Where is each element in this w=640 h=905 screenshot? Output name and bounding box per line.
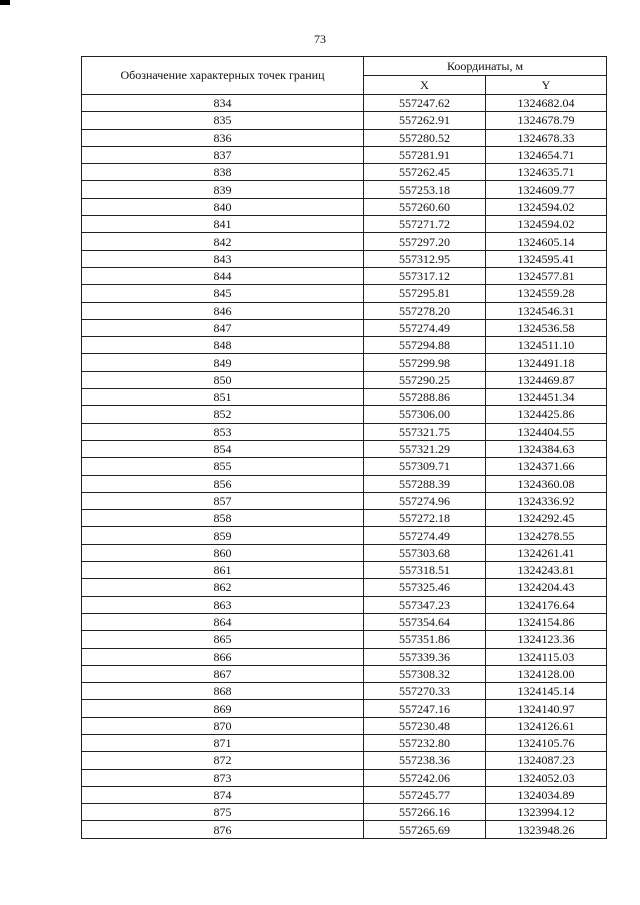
- x-coordinate-cell: 557270.33: [364, 683, 486, 700]
- point-cell: 858: [82, 510, 364, 527]
- y-coordinate-cell: 1324126.61: [486, 717, 607, 734]
- x-coordinate-cell: 557351.86: [364, 631, 486, 648]
- point-cell: 845: [82, 285, 364, 302]
- point-cell: 842: [82, 233, 364, 250]
- table-row: [82, 769, 607, 786]
- x-coordinate-cell: 557232.80: [364, 734, 486, 751]
- table-row: [82, 164, 607, 181]
- table-row: [82, 319, 607, 336]
- x-coordinate-cell: 557288.86: [364, 389, 486, 406]
- point-cell: 856: [82, 475, 364, 492]
- point-cell: 871: [82, 734, 364, 751]
- table-row: [82, 389, 607, 406]
- table-row: [82, 734, 607, 751]
- x-coordinate-cell: 557306.00: [364, 406, 486, 423]
- point-cell: 840: [82, 198, 364, 215]
- point-cell: 876: [82, 821, 364, 838]
- point-cell: 844: [82, 267, 364, 284]
- point-cell: 848: [82, 337, 364, 354]
- y-coordinate-cell: 1324384.63: [486, 440, 607, 457]
- y-coordinate-cell: 1324360.08: [486, 475, 607, 492]
- point-cell: 847: [82, 319, 364, 336]
- point-cell: 835: [82, 112, 364, 129]
- y-coordinate-cell: 1324511.10: [486, 337, 607, 354]
- y-coordinate-cell: 1324425.86: [486, 406, 607, 423]
- y-coordinate-cell: 1324404.55: [486, 423, 607, 440]
- table-row: [82, 717, 607, 734]
- table-row: [82, 267, 607, 284]
- y-coordinate-cell: 1324605.14: [486, 233, 607, 250]
- point-cell: 875: [82, 804, 364, 821]
- x-coordinate-cell: 557321.29: [364, 440, 486, 457]
- point-label-header: Обозначение характерных точек границ: [82, 57, 364, 95]
- table-row: [82, 648, 607, 665]
- point-cell: 837: [82, 146, 364, 163]
- y-coordinate-cell: 1324594.02: [486, 198, 607, 215]
- page-number: 73: [314, 32, 326, 46]
- table-header: [82, 57, 607, 95]
- x-coordinate-cell: 557325.46: [364, 579, 486, 596]
- table-row: [82, 786, 607, 803]
- table-row: [82, 285, 607, 302]
- point-cell: 863: [82, 596, 364, 613]
- point-cell: 841: [82, 216, 364, 233]
- y-coordinate-cell: 1324243.81: [486, 562, 607, 579]
- y-coordinate-cell: 1324678.79: [486, 112, 607, 129]
- y-coordinate-cell: 1324128.00: [486, 665, 607, 682]
- point-cell: 839: [82, 181, 364, 198]
- table-row: [82, 440, 607, 457]
- y-coordinate-cell: 1324154.86: [486, 613, 607, 630]
- coordinates-table: [81, 56, 607, 839]
- point-cell: 874: [82, 786, 364, 803]
- table-row: [82, 371, 607, 388]
- y-coordinate-cell: 1324087.23: [486, 752, 607, 769]
- table-row: [82, 527, 607, 544]
- x-coordinate-cell: 557247.62: [364, 95, 486, 112]
- x-coordinate-cell: 557260.60: [364, 198, 486, 215]
- y-coordinate-cell: 1324678.33: [486, 129, 607, 146]
- y-coordinate-cell: 1324536.58: [486, 319, 607, 336]
- table-row: [82, 129, 607, 146]
- table-row: [82, 406, 607, 423]
- x-coordinate-cell: 557274.96: [364, 492, 486, 509]
- table-row: [82, 458, 607, 475]
- y-coordinate-cell: 1324261.41: [486, 544, 607, 561]
- x-coordinate-cell: 557281.91: [364, 146, 486, 163]
- y-coordinate-cell: 1324176.64: [486, 596, 607, 613]
- point-cell: 864: [82, 613, 364, 630]
- table-row: [82, 95, 607, 112]
- y-coordinate-cell: 1324559.28: [486, 285, 607, 302]
- table-row: [82, 475, 607, 492]
- table-row: [82, 112, 607, 129]
- x-coordinate-cell: 557272.18: [364, 510, 486, 527]
- x-coordinate-cell: 557265.69: [364, 821, 486, 838]
- y-coordinate-cell: 1324336.92: [486, 492, 607, 509]
- point-cell: 857: [82, 492, 364, 509]
- y-coordinate-cell: 1324105.76: [486, 734, 607, 751]
- y-coordinate-cell: 1324577.81: [486, 267, 607, 284]
- y-coordinate-cell: 1324292.45: [486, 510, 607, 527]
- table-row: [82, 233, 607, 250]
- x-coordinate-cell: 557321.75: [364, 423, 486, 440]
- x-coordinate-cell: 557339.36: [364, 648, 486, 665]
- point-cell: 867: [82, 665, 364, 682]
- point-cell: 862: [82, 579, 364, 596]
- x-coordinate-cell: 557238.36: [364, 752, 486, 769]
- x-coordinate-cell: 557274.49: [364, 319, 486, 336]
- x-coordinate-cell: 557245.77: [364, 786, 486, 803]
- y-coordinate-cell: 1324635.71: [486, 164, 607, 181]
- x-coordinate-cell: 557230.48: [364, 717, 486, 734]
- x-coordinate-cell: 557262.45: [364, 164, 486, 181]
- y-coordinate-cell: 1324469.87: [486, 371, 607, 388]
- table-row: [82, 250, 607, 267]
- x-coordinate-cell: 557242.06: [364, 769, 486, 786]
- y-coordinate-cell: 1324145.14: [486, 683, 607, 700]
- y-coordinate-cell: 1324140.97: [486, 700, 607, 717]
- y-coordinate-cell: 1324546.31: [486, 302, 607, 319]
- table-row: [82, 804, 607, 821]
- table-row: [82, 631, 607, 648]
- table-row: [82, 181, 607, 198]
- point-cell: 852: [82, 406, 364, 423]
- x-coordinate-cell: 557295.81: [364, 285, 486, 302]
- point-cell: 843: [82, 250, 364, 267]
- x-coordinate-cell: 557299.98: [364, 354, 486, 371]
- y-header: Y: [486, 76, 607, 95]
- table-row: [82, 510, 607, 527]
- y-coordinate-cell: 1324451.34: [486, 389, 607, 406]
- y-coordinate-cell: 1324204.43: [486, 579, 607, 596]
- y-coordinate-cell: 1324609.77: [486, 181, 607, 198]
- point-cell: 855: [82, 458, 364, 475]
- point-cell: 850: [82, 371, 364, 388]
- x-coordinate-cell: 557274.49: [364, 527, 486, 544]
- y-coordinate-cell: 1323948.26: [486, 821, 607, 838]
- y-coordinate-cell: 1324052.03: [486, 769, 607, 786]
- y-coordinate-cell: 1323994.12: [486, 804, 607, 821]
- y-coordinate-cell: 1324371.66: [486, 458, 607, 475]
- point-cell: 859: [82, 527, 364, 544]
- point-cell: 869: [82, 700, 364, 717]
- point-cell: 836: [82, 129, 364, 146]
- table-row: [82, 146, 607, 163]
- x-coordinate-cell: 557308.32: [364, 665, 486, 682]
- y-coordinate-cell: 1324491.18: [486, 354, 607, 371]
- table-row: [82, 562, 607, 579]
- y-coordinate-cell: 1324034.89: [486, 786, 607, 803]
- table-row: [82, 752, 607, 769]
- point-cell: 873: [82, 769, 364, 786]
- y-coordinate-cell: 1324123.36: [486, 631, 607, 648]
- point-cell: 866: [82, 648, 364, 665]
- table-row: [82, 302, 607, 319]
- y-coordinate-cell: 1324115.03: [486, 648, 607, 665]
- point-cell: 865: [82, 631, 364, 648]
- table-row: [82, 337, 607, 354]
- point-cell: 860: [82, 544, 364, 561]
- table-row: [82, 492, 607, 509]
- y-coordinate-cell: 1324682.04: [486, 95, 607, 112]
- x-coordinate-cell: 557266.16: [364, 804, 486, 821]
- table-row: [82, 613, 607, 630]
- point-cell: 851: [82, 389, 364, 406]
- x-coordinate-cell: 557318.51: [364, 562, 486, 579]
- table-row: [82, 700, 607, 717]
- x-coordinate-cell: 557312.95: [364, 250, 486, 267]
- x-coordinate-cell: 557294.88: [364, 337, 486, 354]
- x-coordinate-cell: 557288.39: [364, 475, 486, 492]
- x-header: X: [364, 76, 486, 95]
- x-coordinate-cell: 557347.23: [364, 596, 486, 613]
- point-cell: 872: [82, 752, 364, 769]
- x-coordinate-cell: 557309.71: [364, 458, 486, 475]
- table-row: [82, 198, 607, 215]
- x-coordinate-cell: 557317.12: [364, 267, 486, 284]
- x-coordinate-cell: 557297.20: [364, 233, 486, 250]
- point-cell: 870: [82, 717, 364, 734]
- table-row: [82, 665, 607, 682]
- y-coordinate-cell: 1324278.55: [486, 527, 607, 544]
- scan-corner-mark: [0, 0, 10, 5]
- table-row: [82, 423, 607, 440]
- point-cell: 838: [82, 164, 364, 181]
- x-coordinate-cell: 557303.68: [364, 544, 486, 561]
- x-coordinate-cell: 557247.16: [364, 700, 486, 717]
- table-row: [82, 216, 607, 233]
- x-coordinate-cell: 557278.20: [364, 302, 486, 319]
- point-cell: 854: [82, 440, 364, 457]
- coordinates-header: Координаты, м: [364, 57, 607, 76]
- point-cell: 846: [82, 302, 364, 319]
- table-row: [82, 354, 607, 371]
- table-row: [82, 579, 607, 596]
- point-cell: 861: [82, 562, 364, 579]
- x-coordinate-cell: 557271.72: [364, 216, 486, 233]
- point-cell: 853: [82, 423, 364, 440]
- table-body: [82, 95, 607, 839]
- y-coordinate-cell: 1324595.41: [486, 250, 607, 267]
- point-cell: 834: [82, 95, 364, 112]
- x-coordinate-cell: 557290.25: [364, 371, 486, 388]
- x-coordinate-cell: 557253.18: [364, 181, 486, 198]
- x-coordinate-cell: 557262.91: [364, 112, 486, 129]
- table-row: [82, 596, 607, 613]
- y-coordinate-cell: 1324654.71: [486, 146, 607, 163]
- x-coordinate-cell: 557354.64: [364, 613, 486, 630]
- table-row: [82, 544, 607, 561]
- x-coordinate-cell: 557280.52: [364, 129, 486, 146]
- y-coordinate-cell: 1324594.02: [486, 216, 607, 233]
- point-cell: 868: [82, 683, 364, 700]
- point-cell: 849: [82, 354, 364, 371]
- table-row: [82, 683, 607, 700]
- table-row: [82, 821, 607, 838]
